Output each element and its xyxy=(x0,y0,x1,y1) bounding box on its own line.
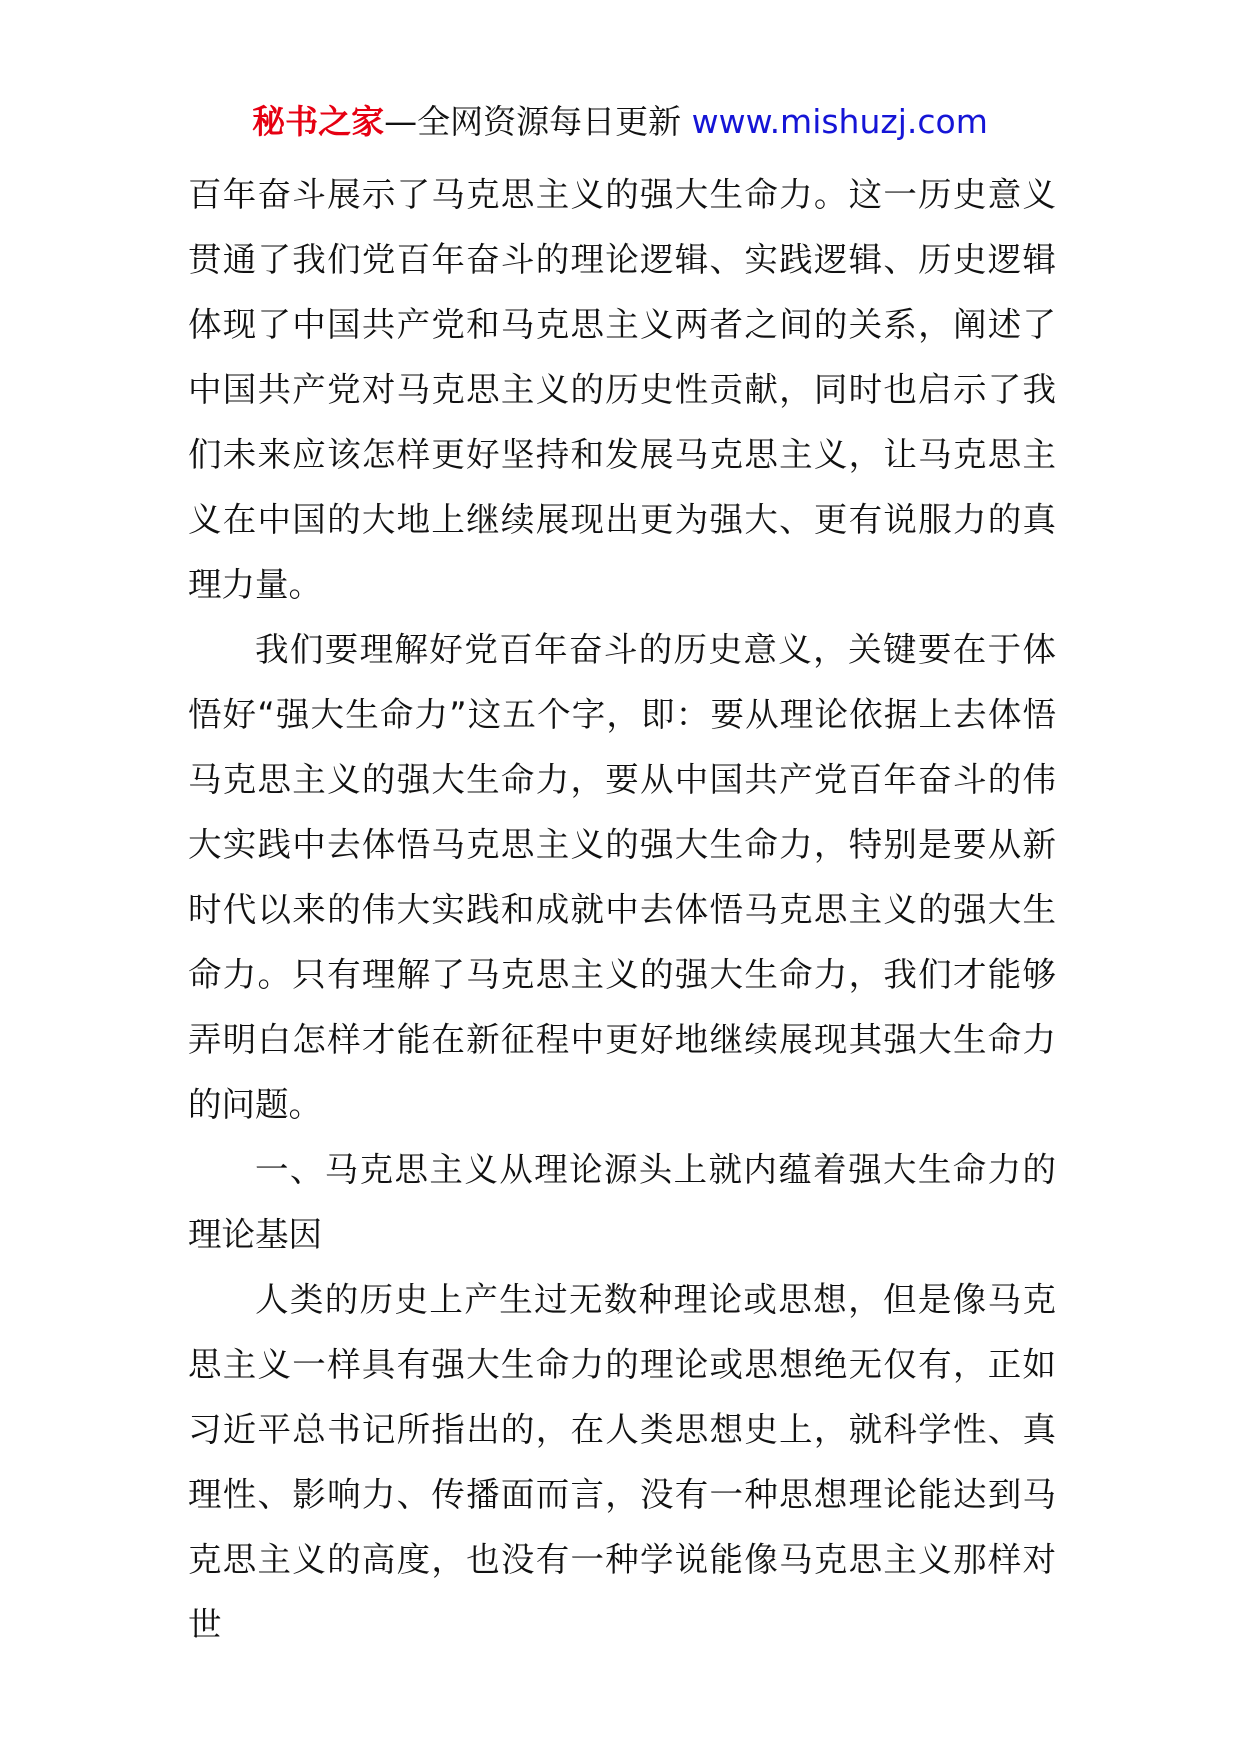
paragraph-continued: 百年奋斗展示了马克思主义的强大生命力。这一历史意义贯通了我们党百年奋斗的理论逻辑、实践逻辑、历史逻辑体现了中国共产党和马克思主义两者之间的关系，阐述了中国共产党对马克思主义的历史性贡献，同时也启示了我们未来应该怎样更好坚持和发展马克思主义，让马克思主义在中国的大地上继续展现出更为强大、更有说服力的真理力量。 xyxy=(188,175,1056,604)
section-heading: 一、马克思主义从理论源头上就内蕴着强大生命力的理论基因 xyxy=(188,1150,1056,1254)
page-header xyxy=(0,100,1240,144)
header-slogan: —全网资源每日更新 xyxy=(384,102,682,141)
brand-name: 秘书之家 xyxy=(252,102,385,141)
document-body xyxy=(188,162,1056,1657)
paragraph: 人类的历史上产生过无数种理论或思想，但是像马克思主义一样具有强大生命力的理论或思想绝无仅有，正如习近平总书记所指出的，在人类思想史上，就科学性、真理性、影响力、传播面而言，没有一种思想理论能达到马克思主义的高度，也没有一种学说能像马克思主义那样对世 xyxy=(188,1280,1056,1644)
site-url[interactable]: www.mishuzj.com xyxy=(691,102,988,141)
paragraph: 我们要理解好党百年奋斗的历史意义，关键要在于体悟好“强大生命力”这五个字，即：要从理论依据上去体悟马克思主义的强大生命力，要从中国共产党百年奋斗的伟大实践中去体悟马克思主义的强大生命力，特别是要从新时代以来的伟大实践和成就中去体悟马克思主义的强大生命力。只有理解了马克思主义的强大生命力，我们才能够弄明白怎样才能在新征程中更好地继续展现其强大生命力的问题。 xyxy=(188,630,1056,1124)
